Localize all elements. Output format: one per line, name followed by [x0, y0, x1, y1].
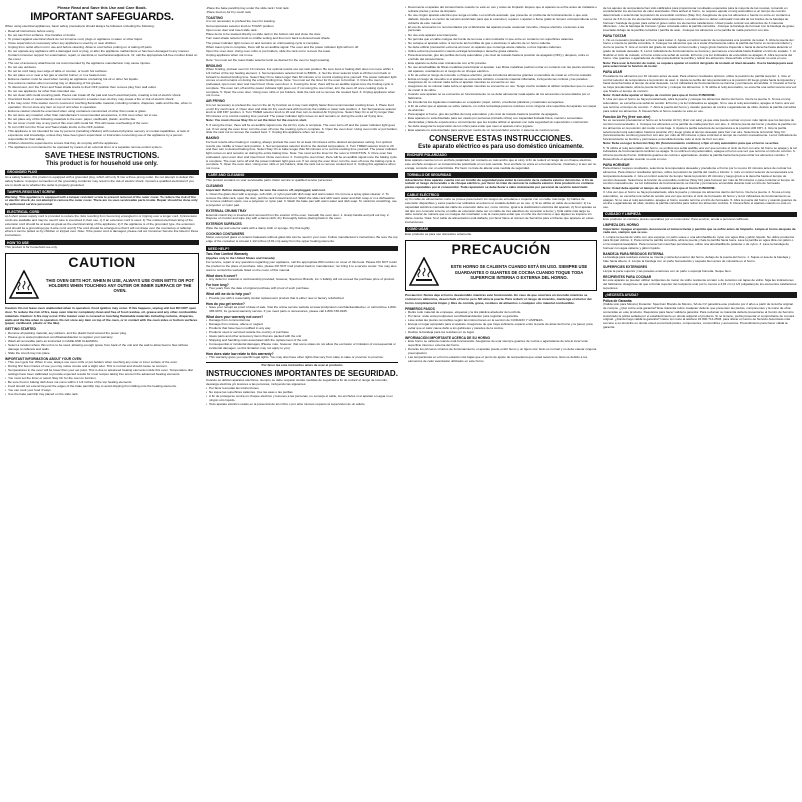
spanish-safeguard-item: • Este aparato no está diseñado para ser usado por personas (incluido niños) con capacidad limitada física, mental o sensoriales disminuidas y falta de experiencia o conocimiento que les impida utilizar el aparato con toda seguridad sin supervisión o instrucción.: [405, 117, 597, 125]
caution-warning-text: THIS OVEN GETS HOT. WHEN IN USE, ALWAYS USE OVEN MITTS OR POT HOLDERS WHEN TOUCHING ANY OUTER OR INNER SURFACE OF THE OVEN.: [45, 277, 195, 294]
spanish-exterior-heading: SUPERFICIES EXTERIORES: [603, 265, 648, 270]
getting-started-item: • Slide the crumb tray into place.: [5, 352, 199, 356]
grounded-plug-heading: GROUNDED PLUG: [5, 170, 199, 175]
spanish-read-note: Por favor lea este instructivo antes de usar el producto: [261, 363, 343, 368]
cooking-way-line: -Place food on Air Fry mesh rack: [206, 9, 251, 14]
column-english-safeguards: [5, 6, 199, 798]
warranty-cover-text: • Any defect in material or workmanship provided; however, Spectrum Brands, Inc.'s liability will not exceed the purchase price of product.: [206, 278, 398, 282]
safeguard-item: • Unplug from outlet when not in use and before cleaning. Allow to cool before putting on or taking off parts.: [5, 46, 199, 50]
safeguard-item: • A fire may occur if the toaster oven is covered or touching flammable material, including curtains, draperies, walls and the like, when in operation. Do not store any item on top of unit when in operation.: [5, 102, 199, 110]
precaucion-title: PRECAUCIÓN: [451, 240, 551, 257]
important-info-heading: IMPORTANT INFORMATION ABOUT YOUR OVEN: [5, 356, 82, 361]
safeguard-item: • Close supervision is necessary when any appliance is used by or near children.: [5, 42, 199, 46]
spanish-safeguard-item: • No use almohadillas de fibras metálicas para limpiar el aparato. Las fibras metálicas podrían entrar en contacto con las piezas eléctricas del aparato, resultando en el riesgo de un choque eléctrico.: [405, 66, 597, 74]
spanish-clean-text: 1. Limpie la puerta de vidrio con una esponja, un paño suave o una almohadilla de nylon con agua tibia y jabón líquido. No utilice productos para limpiar vidrios. 2. Para retirar la parrilla corrediza, abra la puerta y hale la parrilla hacia fuera. Lave la parrilla en agua tibia con jabón o en la máquina lavaplatos. Para remover las manchas persistentes, utilice una almohadilla de poliéster o de nylon. 3. Lave la bandeja de hornear con agua caliente y jabón líquido.: [603, 234, 795, 250]
safeguard-item: • To protect against electrical shock do not immerse cord, plugs or appliance in water or other liquid.: [5, 38, 199, 42]
warranty-not-covered-item: • Glass parts and other accessory items that are packed with the unit: [206, 335, 398, 339]
caution-note: Caution: Do not leave oven unattended when in operation. Food ignition may occur. If this happens, unplug unit but DO NOT open door. To reduce the risk of fire, keep oven interior completely clean and free of food residue, oil, grease and any other combustible materials. Caution: A fire may occur if the toaster oven is covered or touching flammable materials including curtains, draperies, walls and the like when in operation. Do not store any item on top of the oven, or in contact with the oven sides or bottom surfaces (paper, cardboard, plastic or the like).: [5, 306, 198, 326]
spanish-toast-text: 1. No es necesario precalentar el horno para tostar. 2. Ajuste el control selector de temperatura a la posición de tostar. 3. Abra la puerta del horno e inserte la parrilla corrediza. 4. Coloque los alimentos que va a tostar directamente sobre la parrilla del horno en la ranura inferior y cierre la puerta. 5. Gire el control del grado de tostado al nivel medio y luego gírelo hacia la izquierda o hacia la derecha hasta alcanzar el grado de tostado deseado. 6. La luz indicadora de funcionamiento se ilumina y permanece encendida hasta finalizar el ciclo de tostado. 7. Al finalizar el ciclo de tostado, el horno emite una señal de sonido. El horno y la luz indicadora de encendido se apagan. 8. Abra la puerta del horno. Use guantes o agarraderas de ollas para deslizar la parrilla y retirar los alimentos. Desenchufe el horno cuando no esté en uso.: [603, 37, 796, 61]
warranty-not-covered-heading: What does your warranty not cover?: [206, 314, 264, 319]
toasting-step: Turn toast shade selector knob to middle setting and then turn back to desired toast shade.: [206, 36, 331, 41]
spanish-bake-text: Para obtener mejores resultados, seleccione la temperatura deseada y precaliente el horno por lo menos 10 minutos antes de cocinar los alimentos. Para obtener resultados óptimos, utilice la posición de parrilla del medio o inferior. 1. Gire el control selector de temperatura a la temperatura deseada. 2. Gire el control selector de tiempo hasta la posición 20 minutos y luego gírelo a la derecha hasta el tiempo de cocción deseado. Seleccione la función de encendido continuo (Stay On) para hornear por más de 60 minutos o para controlar el tiempo de cocción manualmente. La luz indicadora de funcionamiento se ilumina y permanece encendida durante todo el ciclo de horneado.: [603, 166, 795, 186]
first-steps-item: • Deslice la bandeja para los residuos en su lugar.: [405, 331, 597, 335]
toasting-step: Open the oven door. Using oven mitts or pot holders, slide the rack out to remove the toast.: [206, 49, 331, 54]
spanish-need-help-heading: ¿NECESITA AYUDA?: [603, 292, 797, 297]
hot-surface-icon: [9, 270, 39, 300]
spanish-safeguard-item: • No coloque el aparato sobre ni cerca de las hornillas de gas o eléctricas ni adentro de un horno caliente.: [405, 42, 597, 46]
warranty-not-covered-item: • Shipping and handling costs associated with the replacement of the unit: [206, 339, 398, 343]
warranty-heading: Two-Year Limited Warranty: [206, 252, 249, 257]
safeguard-item: • Do not use outdoors.: [5, 66, 199, 70]
spanish-safeguard-item: • A fin de protegerse contra un choque eléctrico y lesiones a las personas, no sumerja el cable, los enchufes ni el aparato en agua ni en ningún otro líquido.: [206, 395, 398, 403]
safeguard-item: • Oversized foods or metal utensils must not be inserted in a toaster oven as they may create a fire or risk of electric shock.: [5, 98, 199, 102]
spanish-toast-note: Nota: Para usar la función de tostar, se requiere ajustar el control del grado de tostado al nivel deseado. Use la bandeja para asar para seleccionar la función de tostar.: [603, 60, 794, 69]
baking-text: For best results when baking or cooking, always preheat the oven for at least 10 minutes at the desired temperature setting. For optimal results use middle or lower rack position. 1. Set temperature selector knob to the desired temperature. 2. Turn TIMER selector knob to 20 and then turn to desired baking time. Select Stay On to bake longer than 60 minutes or to control cooking time yourself. The power indicator light comes on and remains on during the entire baking time. Note: You must set the timer for the oven to FUNCTION. 3. Once oven has preheated, open oven door and insert food. Close oven door. 4. If using the oven timer, there will be an audible signal once the baking cycle is complete. The oven turns off and the power indicator light goes out. If not using the oven timer, turn the oven off once the baking cycle is complete. 5. Open the oven door. Using oven mitts or pot holders, slide the rack out to remove cooked food. 6. Unplug this appliance when not in use.: [206, 139, 398, 171]
important-info-item: • During first few minutes of use you may notice smoke and a slight odor. This is normal and should cause no concern.: [5, 365, 199, 369]
spanish-safeguard-item: • No toque las superficies calientes. Use las asas o las perillas.: [206, 391, 398, 395]
electrical-cord-heading: ELECTRICAL CORD: [5, 209, 199, 214]
warranty-not-covered-item: • Damage from misuse, abuse or neglect: [206, 323, 398, 327]
spanish-safeguard-item: • Este aparato se debe usar únicamente con el fin previsto.: [405, 62, 597, 66]
warranty-subheading: (Applies only in the United States and Canada): [206, 255, 275, 260]
first-steps-item: • Por favor, visite www.prodprotect.com/blackanddecker para registrar su garantía.: [405, 315, 597, 319]
air-frying-heading: AIR FRYING: [206, 99, 225, 104]
getting-started-heading: GETTING STARTED: [5, 327, 36, 332]
save-instructions-title: SAVE THESE INSTRUCTIONS.: [44, 150, 160, 160]
safeguard-item: • Do not use appliance for other than intended use.: [5, 90, 199, 94]
spanish-safeguard-item: • Utilice extrema precaución cuando extraiga la bandeja o deseche grasa caliente.: [405, 50, 597, 54]
spanish-safeguard-item: • El uso de accesorios no recomendados por el fabricante del aparato puede ocasionar incendio, choque eléctrico o lesiones a las personas.: [405, 26, 597, 34]
precaucion-note: Precaución: Nunca deje el horno desatendido mientras esté funcionando. En caso de que ocurriera un incendio mientras se cocinan los alimentos, desenchufe el horno pero NO abra la puerta. Para reducir el riesgo de incendio, mantenga el interior del horno completamente limpio y libre de comida, grasa, residuos de alimentos o cualquier otro material combustible.: [405, 293, 592, 305]
spanish-info-item: • Durante los primeros minutos de funcionamiento, el aparato puede emitir humo y un ligero olor. Esto es normal y no debe causar ninguna preocupación.: [405, 348, 597, 356]
getting-started-item: • Please go to www.prodprotect.com/blackanddecker to register your warranty.: [5, 336, 199, 340]
spanish-crumb-heading: BANDEJA PARA RESIDUOS EXTERNA: [603, 251, 664, 256]
spanish-safeguard-item: • Por favor lea todas las instrucciones.: [206, 387, 398, 391]
safeguard-item: • Use extreme caution when removing tray or disposing of hot grease.: [5, 82, 199, 86]
safeguard-item: • To disconnect, turn the Timer and Toast shade knobs to their OFF position then remove plug from wall outlet.: [5, 86, 199, 90]
care-cleaning-heading: CARE AND CLEANING: [206, 173, 398, 178]
warranty-not-covered-item: • Consequential or incidental damages (Please note, however, that some states do not allow the exclusion or limitation of consequential or incidental damages, so this limitation may not apply to you): [206, 343, 398, 351]
safeguard-item: • The use of accessory attachments not recommended by the appliance manufacturer may cause injuries.: [5, 62, 199, 66]
cooking-way-line: -Place the bake pan/drip tray under the slide rack / broil rack.: [206, 6, 290, 10]
spanish-airfry-text-2: 5. Si utiliza el reloj automático del horno, se emitirá una señal audible una vez que termine el ciclo de freír con aire. El horno se apaga y la luz indicadora de funcionamiento también se apaga. Si no utiliza el reloj automático, apague el horno una vez que termine el ciclo de cocción. 6. Abra la puerta del horno. Utilizando guantes de cocina o agarraderas, deslice la parrilla hacia fuera para retirar los alimentos cocidos. 7. Desenchufe el aparato cuando no esté en uso.: [603, 145, 797, 161]
spanish-broil-note: Nota: Usted debe ajustar el tiempo de cocción para que el horno FUNCIONE.: [603, 93, 716, 98]
spanish-safeguard-item: • Existe el riesgo de incendio si el aparato se encuentra cubierto o tocando material inflamable, incluyendo las cortinas y las paredes. Asegúrese de no colocar nada sobre el aparato mientras se encuentre en uso.: [405, 78, 597, 86]
precaucion-box: [405, 240, 597, 291]
warranty-duration-heading: For how long?: [206, 282, 229, 287]
cleaning-heading: CLEANING: [206, 184, 224, 189]
warranty-help-text: • Provide you with a reasonably similar replacement product that is either new or factory refurbished.: [206, 297, 398, 301]
safeguard-item: • This appliance is not intended for use by persons (including children) with reduced physical, sensory or mental capabilities, or lack of experience and knowledge, unless they have been given supervision or instruction concerning use of the appliance by a person responsible for their safety.: [5, 130, 199, 141]
spanish-safeguard-item: • A fin de evitar el riesgo de incendio o choque eléctrico, jamás introduzca alimentos grandes ni utensilios de metal en el horno tostador.: [405, 74, 597, 78]
how-to-use-heading: HOW TO USE: [5, 240, 199, 245]
containers-heading: COOKING CONTAINERS: [206, 231, 245, 236]
crumb-tray-heading: EXTERNAL CRUMB TRAY: [206, 209, 247, 214]
toasting-step: Unplug appliance when not in use.: [206, 53, 254, 58]
air-frying-text: It is not necessary to preheat the oven in the air fry function as it may cook slightly faster than recommended cooking times. 1. Place food on Air Fry mesh rack. 2. Open door and slide Air Fry mesh rack with food into the middle or lower rack position. 3. Set Temperature selector knob to AIR FRY position. 4. Turn TIMER selector knob to 20 and then turn to desired Air Frying time. Select Stay On to air fry longer than 60 minutes or to control cooking time yourself. The power indicator light comes on and remains on during the entire air frying time.: [206, 102, 397, 119]
how-to-use-text: This product is for household use only.: [5, 245, 58, 250]
hot-surface-icon: [409, 257, 439, 287]
warranty-service-heading: How do you get service?: [206, 301, 245, 306]
spanish-safeguard-item: • No permita que el cable cuelgue del borde de la mesa o del mostrador ni que entre en contacto con superficies calientes.: [405, 38, 597, 42]
spanish-safeguard-item: • Se debe asegurar la supervisión de los niños para evitar que usen el aparato como juguete.: [405, 125, 597, 129]
safeguards-title: IMPORTANT SAFEGUARDS.: [30, 10, 174, 23]
getting-started-item: • Remove all packing material, any stickers, and the plastic band around the power plug.: [5, 332, 199, 336]
tamper-screw-text: Warning: This appliance is equipped with a tamper-resistant screw to prevent removal of the outer cover. To reduce the risk of fire or electric shock, do not attempt to remove the outer cover. There are no user-serviceable parts inside. Repair should be done only by authorized service personnel.: [5, 194, 198, 207]
caution-title: CAUTION: [68, 254, 136, 271]
safeguard-item: • Children should be supervised to ensure that they do not play with the appliance.: [5, 142, 199, 146]
important-info-item: • Be sure food or baking dish does not come within 1 1/2 inches of the top heating elements.: [5, 381, 199, 385]
safeguard-item: • Do not store any material, other than manufacturer's recommended accessories, in this oven when not in use.: [5, 114, 199, 118]
safeguard-item: • Do not place on or near a hot gas or electric burner, or in a heated oven.: [5, 74, 199, 78]
spanish-broil-text-2: 5. Una vez que el horno se haya precalentado, abra la puerta y coloque los alimentos dentro del horno. Cierre la puerta. 6. Si usa el reloj automático, se escucha una señal de sonido. El horno y la luz indicadora se apagan. Si no usa el reloj automático, apague el horno una vez que termine el tiempo de cocción. 7. Abra la puerta del horno y usando guantes de cocina o agarraderas de ollas, deslice la parrilla corrediza para retirar los alimentos. 8. Desenchufe el horno cuando no esté en uso.: [603, 97, 796, 113]
spanish-safeguard-item: • Para desconectar, gire las perillas del reloj automático y de nivel de tostado hasta la posición de apagado (OFF) y después, retire el enchufe del tomacorriente.: [405, 54, 597, 62]
toasting-heading: TOASTING: [206, 15, 223, 20]
broiling-text: When broiling, preheat oven for 10 minutes. For optimal results use top rack position. Be sure food or baking dish does not come within 1 1/2 inches of the top heating element. 1. Set temperature selector knob to BROIL. 2. Set the timer selector knob to 20 then turn back or forward to desired broiling time. Select Stay On to bake longer than 60 minutes or to control cooking time yourself. The power indicator light comes on and remains on during the entire broiling time. Note: You must set the timer for the oven to function. 3. Once the oven is preheated, open oven door and insert food. Close oven door. 4. If using the timer, there will be an audible signal once the broiling cycle is complete. The oven turn off and the power indicator light goes out. If not using the oven timer, turn the oven off once cooking cycle is complete. 5. Open the oven door. Using oven mitts or pot holders, slide the rack out to remove the cooked food. 6. Unplug appliance when not in use.: [206, 67, 397, 98]
exterior-text: Wipe the top and exterior walls with a damp cloth or sponge. Dry thoroughly.: [206, 225, 311, 230]
precaucion-warning-text: ESTE HORNO SE CALIENTA CUANDO ESTÁ EN USO. SIEMPRE USE GUARDANTES O GUANTES DE COCINA CUANDO TOQUE TODA SUPERFICIE INTERNA O EXTERNA DEL HORNO.: [450, 264, 588, 280]
state-law-heading: How does state law relate to this warranty?: [206, 351, 274, 356]
spanish-care-text: Este producto no contiene piezas reparables por el consumidor. Para servicio, acuda a personal calificado.: [603, 217, 750, 222]
column-spanish-operation: [603, 6, 797, 798]
security-screw-heading: TORNILLO DE SEGURIDAD: [405, 172, 597, 177]
broiling-heading: BROILING: [206, 63, 223, 68]
spanish-save-title: CONSERVE ESTAS INSTRUCCIONES.: [429, 133, 573, 143]
toasting-step: Place items to be toasted directly on slide rack in the bottom slot and close the door.: [206, 32, 322, 37]
spanish-info-item: • Este horno se calienta cuando está funcionando. Asegúrese de usar siempre guantes de cocina o agarraderas de tela al tocar toda superficie interna o externa del horno.: [405, 340, 597, 348]
safeguard-item: • Do not operate any appliance with a damaged cord or plug, or after the appliance malfunctions or has been damaged in any manner. Contact consumer support for examination, repair, or electrical or mechanical adjustment. Or, call the appropriate toll-free number listed on the cover.: [5, 50, 199, 61]
polarized-plug-heading: ENCHUFE POLARIZADO: [405, 153, 597, 158]
spanish-safeguards-title: INSTRUCCIONES IMPORTANTES DE SEGURIDAD.: [206, 368, 398, 378]
baking-heading: BAKING: [206, 136, 220, 141]
spanish-broil-text: Precaliente los alimentos por 10 minutos antes de asar. Para obtener resultados óptimos, utilice la posición de parrilla superior. 1. Gire el control selector de temperatura a la posición de asar. 2. Ajuste la perilla del reloj automático a la posición 20 luego gírela hacia la izquierda y hacia derecha hasta el tiempo de asar deseado. La luz indicadora de funcionamiento se ilumina y permanece encendida. 3. Cuando el horno se haya precalentado, abra la puerta del horno y coloque los alimentos. 4. Si utiliza el reloj automático, se escucha una señal sonora una vez que finalice el tiempo de cocción.: [603, 73, 797, 93]
spanish-safeguard-item: • Para apagar el horno, gire las perillas del reloj automático y de nivel de tostado hasta la posición de apagado.: [405, 113, 597, 117]
important-info-item: • Food should not extend beyond the edges of the bake pan/drip tray to avoid dripping from falling onto the heating elements.: [5, 385, 199, 389]
cleaning-warning: Important: Before cleaning any part, be sure the oven is off, unplugged, and cool.: [206, 187, 326, 192]
spanish-info-heading: INFORMACIÓN IMPORTANTE ACERCA DE SU HORNO: [405, 335, 491, 340]
warranty-help-heading: What will we do to help you?: [206, 292, 252, 297]
getting-started-item: • Wash all removable parts as instructed in CARE AND CLEANING.: [5, 340, 199, 344]
safeguard-item: • Extreme caution should be exercised when using containers constructed of other than metal or glass.: [5, 110, 199, 114]
cleaning-text: 1. Clean the glass door with a sponge, soft cloth, or nylon pad with dish soap and warm water. Do not use a spray glass cleaner. 2. To remove the slide rack, open the door, pull the rack forward and out. Wash the slide rack with warm water and dish soap or in a dishwasher. To remove stubborn spots, use a polyester or nylon pad. 3. Wash the bake pan with warm water and dish soap. To minimize scratching, use a polyester or nylon pad.: [206, 191, 397, 208]
need-help-heading: NEED HELP?: [206, 246, 398, 251]
safeguard-item: • Do not clean with metal scouring pads. Pieces can break off the pad and touch electrical parts, creating a risk of electric shock.: [5, 94, 199, 98]
toasting-step: Set temperature selector knob to TOAST position.: [206, 23, 275, 28]
safeguard-item: • Extreme caution must be used when moving an appliance containing hot oil or other hot liquids.: [5, 78, 199, 82]
warranty-duration-text: • Two years from the date of original purchase with proof of such purchase.: [206, 287, 398, 291]
spanish-safeguard-item: • Se debe utilizar precaución extrema al mover un aparato que contenga aceite caliente u otros líquidos calientes.: [405, 46, 597, 50]
spanish-clean-heading: LIMPIEZA DEL HORNO: [603, 223, 639, 228]
spanish-info-item: • Las temperaturas en el horno estarán más bajas que el punto de ajuste de temperatura que usted seleccione. Esto se debido a los elementos de calor avanzados utilizados en este horno.: [405, 356, 597, 364]
spanish-crumb-text: La bandeja para residuos externa se inserta y retira del exterior del horno, debajo de la puerta del horno. 1. Sujete el asa de la bandeja y hale hacia afuera. 2. Limpie la bandeja con un paño humedecido y séquela bien antes de colocarla en el horno.: [603, 255, 791, 264]
polarized-plug-text: Este aparato cuenta con un enchufe polarizado (un contacto es más ancho que el otro). A fin de reducir el riesgo de un choque eléctrico, este enchufe encaja en un tomacorriente polarizado en un solo sentido. Si el enchufe no entra en el tomacorriente, inviértalo y si aun así no encaja, consulte con un electricista. Por favor no trate de alterar esta medida de seguridad.: [405, 158, 597, 170]
important-info-item: • You must set the timer or select Stay On for the oven to function.: [5, 377, 199, 381]
safeguard-item: • Do not touch hot surfaces. Use handles or knobs.: [5, 34, 199, 38]
first-steps-item: • Lave todas las piezas removibles según las instrucciones en la sección de CUIDADO Y LIMPIEZA.: [405, 319, 597, 323]
spanish-safeguard-item: • Asegúrese de no colocar nada sobre el aparato mientras se encuentre en uso. Tenga mucho cuidado al utilizar recipientes que no sean de metal ni de vidrio.: [405, 85, 597, 93]
spanish-cord-heading: CABLE ELÉCTRICO: [405, 192, 597, 197]
important-info-item: • Use the bake pan/drip tray placed on the slide rack.: [5, 393, 199, 397]
toasting-step: It is not necessary to preheat the oven for toasting.: [206, 19, 276, 24]
crumb-tray-text: External crumb tray is inserted and removed from the exterior of the oven, beneath the oven door. 1. Grasp handle and pull out tray. 2. Dispose of crumbs and wipe tray with a damp cloth; dry thoroughly before placing back in the oven.: [206, 212, 390, 221]
containers-text: Metal, ovenproof glass or ceramic bakeware without glass lids can be used in your oven. Follow manufacturer's instructions. Be sure the top edge of the container is at least 1 1/2 inches (3.81 cm) away from the upper heating elements.: [206, 235, 398, 244]
spanish-toast-heading: PARA TOSTAR: [603, 34, 627, 39]
spanish-bake-note: Nota: Usted debe ajustar el tiempo de cocción para que el horno FUNCIONE.: [603, 185, 716, 190]
spanish-intro: Cuando se utilizan aparatos eléctricos, siempre se debe respetar ciertas medidas de seguridad a fin de reducir el riesgo de incendio, descarga eléctrica y/o lesiones a las personas, incluyendo las siguientes:: [206, 378, 388, 386]
toasting-step: When toast cycle is complete, there will be an audible signal. The oven and the power indicator light will turn off.: [206, 44, 359, 49]
spanish-airfry-text: No es necesario precalentar el horno en la función Air Fry (freír con aire) ya que ésta puede cocinar un poco más rápido que los tiempos de cocción recomendados. 1. Coloque los alimentos en la parrilla de malla para freír con aire. 2. Abra la puerta del horno y deslice la parrilla con los alimentos en la posición del medio o más baja. 3. Ajuste la perilla selectora de temperatura a la posición AIR FRY. 4. Gire la perilla selectora del reloj automático hasta la posición 20 y luego gírela al tiempo deseado para freír con aire. Seleccione la función Stay On (funcionamiento continuo) para freír con aire por más de 60 minutos o para controlar el tiempo de cocción manualmente. La luz indicadora de funcionamiento se ilumina y permanece encendida durante todo el ciclo de freír con aire.: [603, 118, 797, 142]
spanish-household-subtitle: Este aparato eléctrico es para uso doméstico únicamente.: [418, 144, 584, 151]
safeguard-item: • To turn OFF turn the Timer and Toast shade knobs to the OFF position.: [5, 126, 199, 130]
spanish-safeguard-item: • Cuando este aparato no se encuentre en funcionamiento no se debe almacenar nada aparte de los accesorios recomendados por el fabricante.: [405, 93, 597, 101]
spanish-broil-heading: PARA ASAR: [603, 70, 623, 75]
toasting-step: The power indicator light comes on and remains on until toasting cycle is complete.: [206, 40, 320, 45]
spanish-exterior-text: Limpie la parte superior y las paredes exteriores con un paño o esponja húmeda. Seque bien.: [603, 268, 732, 273]
read-and-save-note: Please Read and Save this Use and Care Book.: [57, 6, 147, 10]
spanish-bake-text-2: 3. Una vez que el horno se haya precalentado, abra la puerta y coloque los alimentos dentro del horno. Cierre la puerta. 4. Si usa el reloj automático, se escucha una señal de sonido una vez que termine el ciclo de horneado. El horno y la luz indicadora de funcionamiento se apagan. Si no usa el reloj automático, apague el horno cuando termine el ciclo de horneado. 5. Abra la puerta del horno y usando guantes de cocina o agarraderas de ollas, deslice la parrilla corrediza para retirar los alimentos cocidos. 6. Desenchufe el aparato cuando no esté en uso.: [603, 189, 797, 210]
safeguard-item: • Do not let cord hang over edge of table or counter, or touch hot surfaces.: [5, 70, 199, 74]
spanish-containers-text: En este aparato se pueden utilizar recipientes de metal, de vidrio resistente al calor o de cerámico sin tapas de vidrio. Siga las indicaciones del fabricante. Asegúrese de que el borde superior del recipiente esté por lo menos a 3,81 cm (1 1/2 pulgadas) de los elementos calefactores superiores.: [603, 278, 797, 290]
caution-box: [5, 253, 199, 304]
important-info-item: • This oven gets hot. When in use, always use oven mitts or pot holders when touching any outer or inner surface of the oven.: [5, 361, 199, 365]
toasting-step: Open oven door and insert slide rack.: [206, 27, 258, 32]
warranty-text: For service, repair or any questions regarding your appliance, call the appropriate 800 number on cover of this book. Please DO NOT return the product to the place of purchase. Also, please DO NOT mail product back to manufacturer, nor bring it to a service center. You may also want to consult the website listed on the cover of this manual.: [206, 260, 398, 272]
spanish-airfry-heading: Función Air Fry (freír con aire): [603, 114, 651, 119]
warranty-not-covered-item: • Products used or serviced outside the country of purchase: [206, 331, 398, 335]
spanish-bake-heading: PARA HORNEAR: [603, 162, 630, 167]
exterior-heading: EXTERIOR SURFACES: [206, 222, 242, 227]
safeguards-intro: When using electrical appliances, basic safety precautions should always be followed, including the following:: [5, 24, 155, 29]
safeguard-item: • Do not cover crumb tray or any part of this oven with metal foil. This will cause overheating of the oven.: [5, 122, 199, 126]
column-spanish-safeguards: [405, 6, 597, 798]
spanish-safeguard-item: • No use este aparato a la intemperie.: [405, 34, 597, 38]
toasting-note: Note: You must set the toast shade selector knob as desired for the oven to begin toasting.: [206, 57, 331, 62]
electrical-cord-text: a) A short power-supply cord is provided to reduce the risks resulting from becoming entangled in or tripping over a longer cord. b) Extension cords are available and may be used if care is exercised in their use. c) If an extension cord is used: 1) The marked electrical rating of the extension cord should be at least as great as the electrical rating of the appliance; 2) If the appliance is of the grounded type, the extension cord should be a grounding-type 3-wire cord; and 3) The cord should be arranged so that it will not drape over the countertop or tabletop where it can be pulled on by children or tripped over. Note: If the power cord is damaged, please call our Customer Service line listed in these instructions.: [5, 214, 199, 238]
first-steps-item: • Escoja un lugar apropiado para el aparato. Asegúrese de que haya suficiente espacio entre la parte de atrás del horno y la pared, para evitar que el calor cause daño a los gabinetes y paredes de la cocina.: [405, 323, 597, 331]
spanish-how-to-use-text: Este producto es para uso doméstico solamente.: [405, 231, 473, 236]
spanish-how-to-use-heading: COMO USAR: [405, 227, 597, 232]
tamper-screw-heading: TAMPER-RESISTANT SCREW: [5, 189, 199, 194]
safeguard-item: • Read all instructions before using.: [5, 30, 199, 34]
first-steps-item: • Retire todo material de empaque, etiquetas y la tira plástica alrededor del enchufe.: [405, 311, 597, 315]
mexico-warranty-heading: Póliza de Garantía: [603, 298, 632, 303]
column-english-operation: [206, 6, 398, 798]
first-steps-heading: PRIMEROS PASOS: [405, 306, 435, 311]
spanish-care-heading: CUIDADO Y LIMPIEZA: [603, 212, 797, 217]
security-screw-text: Advertencia: Este aparato cuenta con un tornillo de seguridad para evitar la remoción de la cubierta exterior del mismo. A fin de reducir el riesgo de incendio o de choque eléctrico, por favor no trate de remover la cubierta exterior. Este producto no contiene piezas reparables por el consumidor. Toda reparación se debe llevar a cabo únicamente por personal de servicio autorizado.: [405, 177, 594, 190]
warranty-service-text: • Save your receipt as proof of date of sale. Visit the online service website at www.prodprotect.com/blackanddecker, or call toll-free 1-800-465-6070, for general warranty service. If you need parts or accessories, please call 1-800-738-0245.: [206, 306, 398, 314]
warranty-not-covered-item: • Products that have been modified in any way: [206, 327, 398, 331]
safeguards-list: [5, 30, 199, 150]
spanish-containers-heading: RECIPIENTES PARA COCINAR: [603, 274, 652, 279]
grounded-plug-text: As a safety feature, this product is equipped with a grounded plug, which will only fit into a three-prong outlet. Do not attempt to defeat this safety feature. Improper connection of the grounding conductor may result in the risk of electric shock. Consult a qualified electrician if you are in doubt as to whether the outlet is properly grounded.: [5, 175, 194, 187]
household-use-subtitle: This product is for household use only.: [46, 161, 158, 168]
spanish-safeguard-item: • No use ningún aparato eléctrico que tenga el cable o el enchufe averiado, que presente un problema de funcionamiento o que esté dañado. Acuda a un centro de servicio autorizado para que lo examinen, reparen o ajusten o llame gratis al número correspondiente en la cubierta de este manual.: [405, 14, 597, 25]
safeguard-item: • Do not place any of the following materials in the oven: paper, cardboard, plastic, and the like.: [5, 118, 199, 122]
care-intro: This product contains no user serviceable parts. Refer service to qualified service personnel.: [206, 178, 333, 183]
safeguard-item: • The appliance is not intended to be operated by means of an external timer or a separate remote-control system.: [5, 146, 199, 150]
warranty-not-covered-item: • Damage from commercial use: [206, 319, 398, 323]
warranty-cover-heading: What does it cover?: [206, 273, 238, 278]
getting-started-item: • Select a location where this unit is to be used, allowing enough space from back of the unit and the wall to allow heat to flow without damage to cabinets and walls.: [5, 344, 199, 352]
spanish-safeguard-item: • Todo aparato eléctrico usado en la presencia de los niños o por ellos mismos requiere la supervisión de un adulto.: [206, 403, 398, 407]
air-frying-note: Note: You must choose Stay On or set the timer for the oven to start.: [206, 118, 307, 123]
mexico-warranty-text: (Válida sólo para México) Duración: Spectrum Brands de México, SA de CV garantiza este producto por 2 años a partir de la fecha original de compra. ¿Qué cubre esta garantía? Este Garantía cubre cualquier defecto que presenten las piezas, componentes y la mano de obra contenidas en este producto. Requisitos para hacer válida la garantía: Para reclamar su Garantía deberá presentarse al Centro de Servicio Autorizado la póliza sellada por el establecimiento en donde adquirió el producto. Si no la tiene, podrá presentar el comprobante de compra original. ¿Donde hago válida la garantía? Llame sin costo al teléfono 01 800 714 2503, para ubicar el Centro de Servicio Autorizado más cercano a su domicilio en donde usted encontrará partes, componentes, consumibles y accesorios. Procedimiento para hacer válida la garantía: [603, 302, 795, 330]
spanish-cord-text: a) Un cable de alimentación corto se provee para reducir los riesgos de enredarse o tropezar con un cable más largo. b) Cables de extensión disponibles y estos pueden ser utilizados al extremo el cuidado debido en su uso. c) Si se utiliza un cable de extensión: 1) La capacidad eléctrica marcada del cable de extensión debe ser, como mínimo, igual a la clasificación eléctrica del aparato; 2) Si el aparato es del tipo con conexión a tierra, el cable de extensión debe ser un cable de tres alambres de conexión a tierra; y 3) El cable más largo se debe colocar de manera que no cuelgue del mostrador o de la mesa para evitar que un niño tire del mismo o que alguien se tropiece sin darse cuenta. Nota: Si el cable de alimentación está dañado, por favor llame al número de Servicios para el Cliente que aparece en estas instrucciones.: [405, 197, 597, 224]
state-law-text: • This warranty gives you specific legal rights. You may also have other rights that vary from state to state or province to province.: [206, 356, 398, 360]
spanish-safeguard-item: • Este aparato no está diseñado para operar por medio de un temporizador exterior o sistema de control remoto.: [405, 129, 597, 133]
air-frying-text-2: 5. If using the timer, there will be an audible signal once the Air Fry cycle is complete. The oven turns off and the power indicator light goes out. If not using the oven timer, turn the oven off once the cooking cycle is complete. 6. Open the oven door. Using oven mitts or pot holders, slide the rack out to remove the cooked food. 7. Unplug this appliance when not in use.: [206, 122, 398, 135]
spanish-safeguard-item: • No introduzca los siguientes materiales en el aparato: papel, cartón, envolturas plásticas y materiales semejantes.: [405, 101, 597, 105]
spanish-info-continued: de los ajustes de temperatura han sido calibrados para proporcionar resultados esperados para la mayoría de las recetas, tomando en consideración los elementos de calor avanzados. Para activar el horno, se requiere ajustar el reloj automático a un tiempo de cocción determinado o seleccionar la posición de encendido continuo (Stay On). Asegúrese de que los alimentos o fuente no entre en contacto a menos de 3,8 cm de los elementos calefactores superiores. Los alimentos no deben sobresalir más allá de los bordes de la bandeja de hornear / bandeja de goteo para evitar el goteo sobre los elementos calefactores. Usted puede cocinar sus alimentos de 3 maneras diferentes. -Use la bandeja de hornear / goteo colocada sobre la parrilla corrediza. -Coloque la bandeja de hornear con la bandeja de goteo, insertada debajo de la parrilla corrediza / parrilla de asar. -Coloque los alimentos en la parrilla de malla para freír con aire.: [603, 6, 795, 33]
spanish-clean-warning: Importante: Apague el aparato, desconecte el tomacorriente y permita que se enfríe antes de limpiarlo. Limpie el horno después de cada uso, siempre que se use.: [603, 226, 796, 235]
important-info-item: • You can cook your food 3 ways.: [5, 389, 199, 393]
spanish-safeguard-item: • Desconecte el aparato del tomacorriente cuando no esté en uso y antes de limpiarlo. Espere que el aparato se enfríe antes de instalarle o retirarle piezas y antes de limpiarlo.: [405, 6, 597, 14]
important-info-item: • Temperatures in the oven will be lower than your set point. This is due to advanced heating elements inside this oven. Temperature dial settings have been calibrated to provide expected results for most recipes taking into account the advanced heating elements.: [5, 369, 199, 377]
spanish-safeguard-item: • A fin de evitar que el aparato se sobre caliente, no cubra la bandeja para los residuos como ninguna otra superficie del aparato con papel de aluminio.: [405, 105, 597, 113]
spanish-airfry-note: Nota: Debe escoger la función Stay On (funcionamiento continuo) o fijar el reloj automático para que el horno se active.: [603, 141, 780, 146]
